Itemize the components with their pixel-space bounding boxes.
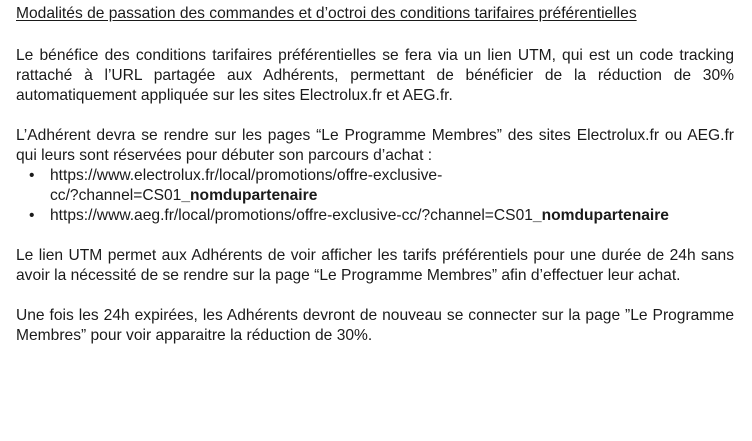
paragraph-after-expiry: Une fois les 24h expirées, les Adhérents devront de nouveau se connecter sur la page ”Le Programme Membres” pour voir apparaitre la réduction de 30%. bbox=[16, 307, 734, 344]
paragraph-spacer bbox=[16, 226, 734, 246]
electrolux-url-prefix[interactable]: cc/?channel=CS01 bbox=[50, 187, 182, 204]
paragraph-spacer bbox=[16, 106, 734, 126]
url-list bbox=[16, 166, 734, 226]
paragraph-spacer bbox=[16, 286, 734, 306]
aeg-url-prefix[interactable]: https://www.aeg.fr/local/promotions/offre-exclusive-cc/?channel=CS01 bbox=[50, 207, 533, 224]
paragraph-access-pages: L’Adhérent devra se rendre sur les pages “Le Programme Membres” des sites Electrolux.fr ou AEG.fr qui leurs sont réservées pour débuter son parcours d’achat : bbox=[16, 127, 734, 164]
electrolux-url-line-1[interactable]: https://www.electrolux.fr/local/promotions/offre-exclusive- bbox=[50, 167, 443, 184]
paragraph-utm-benefit: Le bénéfice des conditions tarifaires préférentielles se fera via un lien UTM, qui est un code tracking rattaché à l’URL partagée aux Adhérents, permettant de bénéficier de la réduction de 30% automatiquement appliquée sur les sites Electrolux.fr et AEG.fr. bbox=[16, 47, 734, 104]
paragraph-utm-duration: Le lien UTM permet aux Adhérents de voir afficher les tarifs préférentiels pour une durée de 24h sans avoir la nécessité de se rendre sur la page “Le Programme Membres” afin d’effectuer leur achat. bbox=[16, 247, 734, 284]
section-heading: Modalités de passation des commandes et d’octroi des conditions tarifaires préférentielles bbox=[16, 5, 637, 22]
document-body bbox=[16, 4, 734, 346]
list-item-aeg-url[interactable] bbox=[16, 206, 734, 226]
aeg-url-partner-suffix[interactable]: _nomdupartenaire bbox=[532, 207, 669, 224]
bullet-icon: • bbox=[29, 207, 35, 224]
electrolux-url-partner-suffix[interactable]: _nomdupartenaire bbox=[181, 187, 318, 204]
list-item-electrolux-url[interactable] bbox=[16, 166, 734, 206]
bullet-icon: • bbox=[29, 167, 35, 184]
